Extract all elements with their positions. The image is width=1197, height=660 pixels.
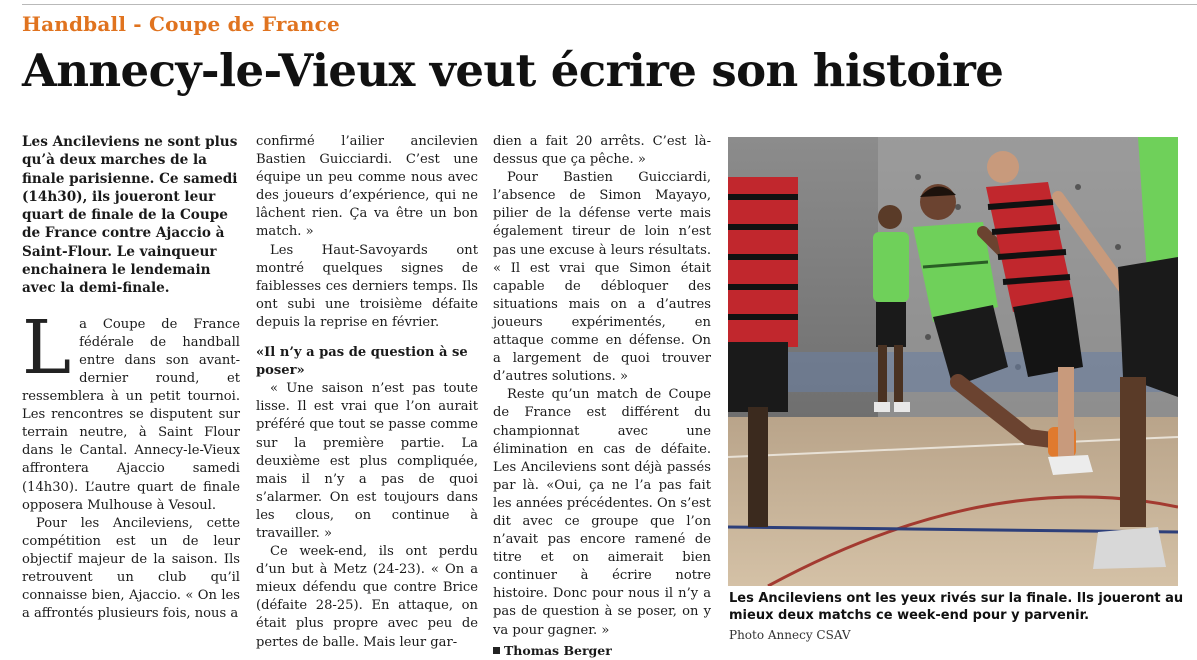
byline-square-icon (493, 647, 500, 654)
photo-caption: Les Ancileviens ont les yeux rivés sur la finale. Ils joueront au mieux deux matchs ce week-end pour y parvenir. (729, 591, 1184, 623)
article-standfirst: Les Ancileviens ne sont plus qu’à deux marches de la finale parisienne. Ce samedi (14h30), ils joueront leur quart de finale de la Coupe de France contre Ajaccio à Saint-Flour. Le vainqueur enchainera le lendemain avec la demi-finale. (22, 134, 238, 297)
article-column-1 (22, 133, 240, 623)
article-photo (728, 137, 1178, 586)
photo-credit: Photo Annecy CSAV (729, 628, 851, 642)
article-paragraph-1 (22, 304, 240, 515)
article-headline: Annecy-le-Vieux veut écrire son histoire (22, 44, 1004, 97)
top-rule (22, 4, 1197, 5)
article-byline (493, 642, 711, 660)
article-paragraph-3: confirmé l’ailier ancilevien Bastien Guicciardi. C’est une équipe un peu comme nous avec des joueurs d’expérience, qui ne lâchent rien. Ça va être un bon match. » (256, 134, 478, 240)
article-column-3 (493, 133, 711, 660)
article-paragraph-9: Reste qu’un match de Coupe de France est différent du championnat avec une élimination en cas de défaite. Les Ancileviens sont déjà passés par là. «Oui, ça ne l’a pas fait les années précédentes. On s’est dit avec ce groupe que l’on n’avait pas encore ramené de titre et on aimerait bien continuer à écrire notre histoire. Donc pour nous il n’y a pas de question à se poser, on y va pour gagner. » (493, 387, 711, 638)
article-paragraph-8: Pour Bastien Guicciardi, l’absence de Simon Mayayo, pilier de la défense verte mais également tireur de loin n’est pas une excuse à leurs résultats. « Il est vrai que Simon était capable de débloquer des situations mais on a d’autres joueurs expérimentés, en attaque comme en défense. On a largement de quoi trouver d’autres solutions. » (493, 170, 711, 385)
paragraph-text: a Coupe de France fédérale de handball entre dans son avant-dernier round, et ressemblera à un petit tournoi. Les rencontres se disputent sur terrain neutre, à Saint Flour dans le Cantal. Annecy-le-Vieux affrontera Ajaccio samedi (14h30). L’autre quart de finale opposera Mulhouse à Vesoul. (22, 316, 240, 513)
article-paragraph-2: Pour les Ancileviens, cette compétition est un de leur objectif majeur de la saison. Ils retrouvent un club qu’il connaisse bien, Ajaccio. « On les a affrontés plusieurs fois, nous a (22, 515, 240, 622)
byline-author: Thomas Berger (504, 642, 612, 658)
article-paragraph-7: dien a fait 20 arrêts. C’est là-dessus que ça pêche. » (493, 134, 711, 168)
article-paragraph-5: « Une saison n’est pas toute lisse. Il est vrai que l’on aurait préféré que tout se passe comme sur la première partie. La deuxième est plus compliquée, mais il n’y a pas de quoi s’alarmer. On est toujours dans les clous, on continue à travailler. » (256, 381, 478, 541)
article-paragraph-6: Ce week-end, ils ont perdu d’un but à Metz (24-23). « On a mieux défendu que contre Brice (défaite 28-25). En attaque, on était plus propre avec peu de pertes de balle. Mais leur gar- (256, 544, 478, 650)
handball-scene-illustration (728, 137, 1178, 586)
article-subhead: «Il n’y a pas de question à se poser» (256, 345, 468, 379)
drop-cap: L (22, 304, 72, 391)
article-column-2 (256, 133, 478, 652)
article-paragraph-4: Les Haut-Savoyards ont montré quelques signes de faiblesses ces derniers temps. Ils ont subi une troisième défaite depuis la reprise en février. (256, 242, 478, 330)
section-kicker: Handball - Coupe de France (22, 12, 340, 36)
